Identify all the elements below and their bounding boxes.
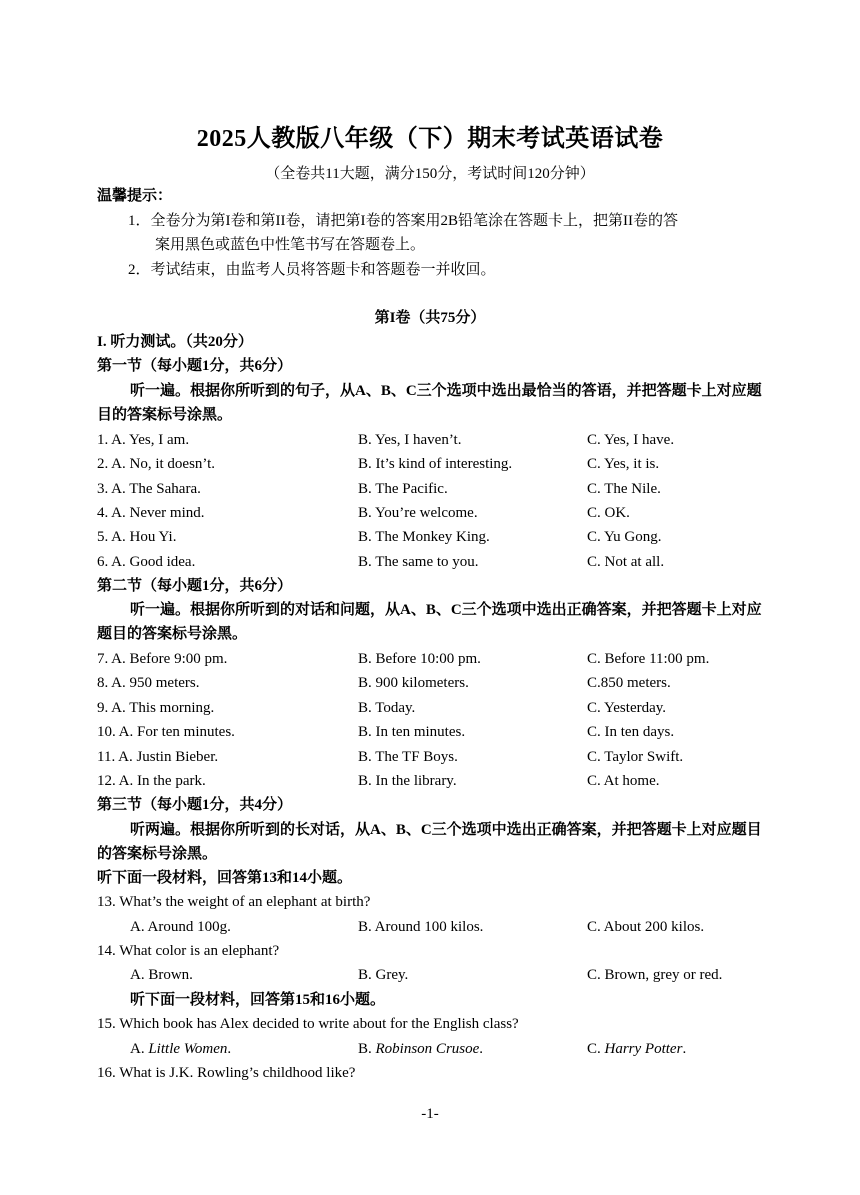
q2-option-c: C. Yes, it is. (587, 456, 660, 472)
q1-option-b: B. Yes, I haven’t. (358, 432, 462, 448)
q8-option-c: C.850 meters. (587, 675, 671, 691)
q3-option-b: B. The Pacific. (358, 481, 448, 497)
q16-stem: 16. What is J.K. Rowling’s childhood like? (97, 1065, 356, 1081)
q15-c-title: Harry Potter (604, 1041, 683, 1057)
q7-option-a: 7. A. Before 9:00 pm. (97, 651, 228, 667)
q13-stem: 13. What’s the weight of an elephant at birth? (97, 894, 371, 910)
exam-title: 2025人教版八年级（下）期末考试英语试卷 (196, 126, 664, 152)
section1-instruction: 听一遍。根据你所听到的句子，从A、B、C三个选项中选出最恰当的答语，并把答题卡上对应题目的答案标号涂黑。 (97, 383, 762, 423)
q7-option-c: C. Before 11:00 pm. (587, 651, 710, 667)
exam-subtitle: （全卷共11大题，满分150分，考试时间120分钟） (265, 166, 595, 182)
section2-instruction: 听一遍。根据你所听到的对话和问题，从A、B、C三个选项中选出正确答案，并把答题卡上对应题目的答案标号涂黑。 (97, 602, 762, 642)
q14-option-b: B. Grey. (358, 967, 409, 983)
q15-b-title: Robinson Crusoe (375, 1041, 480, 1057)
q3-option-a: 3. A. The Sahara. (97, 481, 201, 497)
q2-option-b: B. It’s kind of interesting. (358, 456, 513, 472)
q13-option-c: C. About 200 kilos. (587, 919, 705, 935)
q14-option-a: A. Brown. (130, 967, 193, 983)
tips-item-1-cont: 案用黑色或蓝色中性笔书写在答题卷上。 (155, 237, 426, 253)
q6-option-a: 6. A. Good idea. (97, 554, 196, 570)
q2-option-a: 2. A. No, it doesn’t. (97, 456, 216, 472)
page-number: -1- (421, 1106, 439, 1122)
q11-option-b: B. The TF Boys. (358, 749, 458, 765)
q15-b-prefix: B. (358, 1041, 376, 1057)
q9-option-a: 9. A. This morning. (97, 700, 215, 716)
q12-option-c: C. At home. (587, 773, 660, 789)
q15-option-c (587, 1037, 686, 1061)
q11-option-a: 11. A. Justin Bieber. (97, 749, 219, 765)
q15-stem: 15. Which book has Alex decided to write about for the English class? (97, 1016, 519, 1032)
material-13-14: 听下面一段材料，回答第13和14小题。 (97, 870, 353, 886)
material-15-16: 听下面一段材料，回答第15和16小题。 (130, 992, 386, 1008)
q15-option-a (130, 1037, 231, 1061)
q15-a-dot: . (227, 1041, 232, 1057)
q4-option-a: 4. A. Never mind. (97, 505, 205, 521)
q5-option-b: B. The Monkey King. (358, 529, 490, 545)
q9-option-b: B. Today. (358, 700, 416, 716)
volume1-heading: 第I卷（共75分） (374, 310, 486, 326)
q6-option-c: C. Not at all. (587, 554, 665, 570)
q5-option-a: 5. A. Hou Yi. (97, 529, 177, 545)
q15-b-dot: . (479, 1041, 484, 1057)
q5-option-c: C. Yu Gong. (587, 529, 662, 545)
section1-heading: 第一节（每小题1分，共6分） (97, 358, 293, 374)
section3-instruction: 听两遍。根据你所听到的长对话，从A、B、C三个选项中选出正确答案，并把答题卡上对应题目的答案标号涂黑。 (97, 822, 762, 862)
q8-option-b: B. 900 kilometers. (358, 675, 469, 691)
q12-option-a: 12. A. In the park. (97, 773, 206, 789)
q15-c-dot: . (682, 1041, 687, 1057)
q3-option-c: C. The Nile. (587, 481, 661, 497)
q12-option-b: B. In the library. (358, 773, 457, 789)
q9-option-c: C. Yesterday. (587, 700, 667, 716)
q15-a-prefix: A. (130, 1041, 149, 1057)
q15-a-title: Little Women (148, 1041, 228, 1057)
q10-option-b: B. In ten minutes. (358, 724, 466, 740)
q10-option-c: C. In ten days. (587, 724, 675, 740)
q8-option-a: 8. A. 950 meters. (97, 675, 200, 691)
section2-heading: 第二节（每小题1分，共6分） (97, 578, 293, 594)
section3-heading: 第三节（每小题1分，共4分） (97, 797, 293, 813)
q11-option-c: C. Taylor Swift. (587, 749, 684, 765)
q14-option-c: C. Brown, grey or red. (587, 967, 723, 983)
q13-option-b: B. Around 100 kilos. (358, 919, 484, 935)
q7-option-b: B. Before 10:00 pm. (358, 651, 481, 667)
q13-option-a: A. Around 100g. (130, 919, 231, 935)
q4-option-b: B. You’re welcome. (358, 505, 478, 521)
tips-item-2: 2．考试结束，由监考人员将答题卡和答题卷一并收回。 (128, 262, 496, 278)
part1-heading: I. 听力测试。（共20分） (97, 334, 253, 350)
q6-option-b: B. The same to you. (358, 554, 479, 570)
q15-option-b (358, 1037, 483, 1061)
q1-option-a: 1. A. Yes, I am. (97, 432, 190, 448)
q15-c-prefix: C. (587, 1041, 605, 1057)
q14-stem: 14. What color is an elephant? (97, 943, 280, 959)
tips-item-1: 1．全卷分为第I卷和第II卷，请把第I卷的答案用2B铅笔涂在答题卡上，把第II卷的答 (128, 213, 678, 229)
q1-option-c: C. Yes, I have. (587, 432, 675, 448)
tips-heading: 温馨提示： (97, 188, 173, 204)
q10-option-a: 10. A. For ten minutes. (97, 724, 235, 740)
q4-option-c: C. OK. (587, 505, 630, 521)
